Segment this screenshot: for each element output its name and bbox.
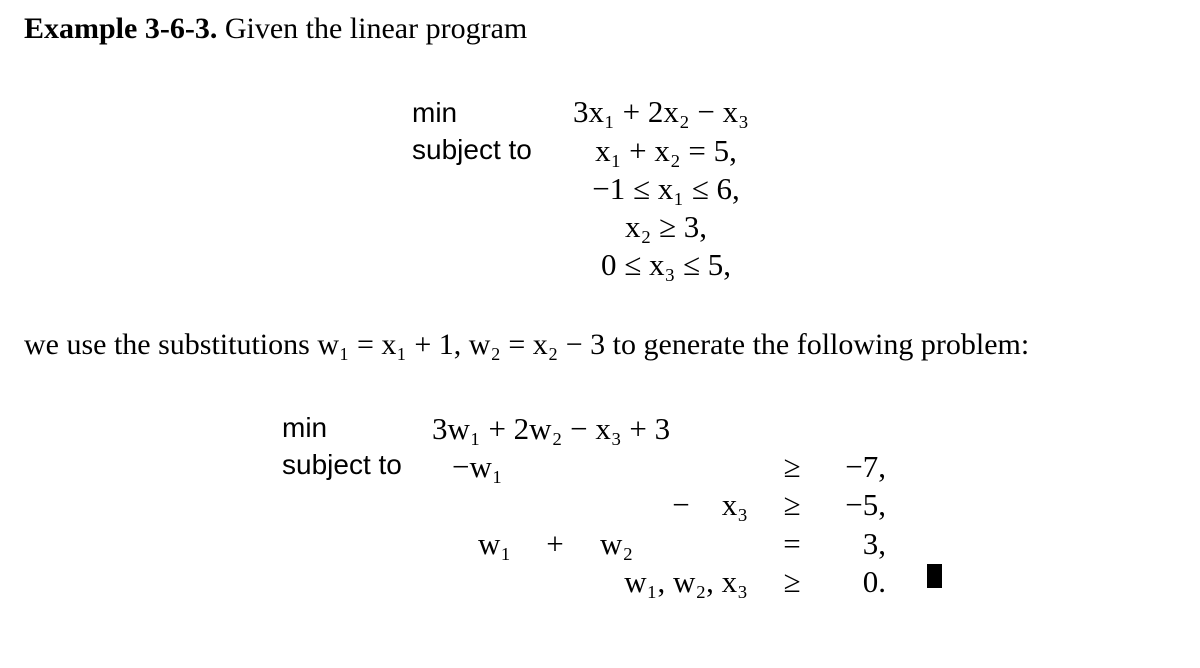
program2-row4-relation: ≥ <box>783 564 801 599</box>
program2-subject-to-label: subject to <box>282 449 402 480</box>
program2-row3-operator: + <box>546 526 564 561</box>
program2-row3-term1: w₁ <box>478 526 512 561</box>
substitution-paragraph: we use the substitutions w₁ = x₁ + 1, w₂ = x₂ − 3 to generate the following problem: <box>24 328 1030 361</box>
program2-row1-relation: ≥ <box>783 449 801 484</box>
program1-subject-to-label: subject to <box>412 134 532 165</box>
program1-constraint-3: x₂ ≥ 3, <box>624 209 708 244</box>
program1-min-label: min <box>412 97 458 128</box>
program1-objective: 3x₁ + 2x₂ − x₃ <box>573 94 749 129</box>
program2-row2-term: x₃ <box>721 487 748 522</box>
program2-row3-relation: = <box>783 526 801 561</box>
program1-constraint-4: 0 ≤ x₃ ≤ 5, <box>600 247 732 282</box>
end-of-example-square-icon <box>927 564 942 588</box>
program2-row4-nonnegativity-vars: w₁, w₂, x₃ <box>624 564 748 599</box>
program2-row2-relation: ≥ <box>783 487 801 522</box>
program2-objective: 3w₁ + 2w₂ − x₃ + 3 <box>432 411 671 446</box>
program2-row3-term2: w₂ <box>600 526 634 561</box>
program2-row4-rhs: 0. <box>862 564 886 599</box>
program2-row1-term1: −w₁ <box>452 449 503 484</box>
example-label: Example 3-6-3. <box>24 12 218 45</box>
program2-min-label: min <box>282 412 328 443</box>
program2-row1-rhs: −7, <box>845 449 886 484</box>
program1-constraint-2: −1 ≤ x₁ ≤ 6, <box>592 171 740 206</box>
example-heading <box>24 10 527 48</box>
example-intro-text: Given the linear program <box>224 12 528 45</box>
program2-row3-rhs: 3, <box>862 526 886 561</box>
program2-row2-rhs: −5, <box>845 487 886 522</box>
program1-constraint-1: x₁ + x₂ = 5, <box>595 133 737 168</box>
program2-row2-operator: − <box>672 487 690 522</box>
